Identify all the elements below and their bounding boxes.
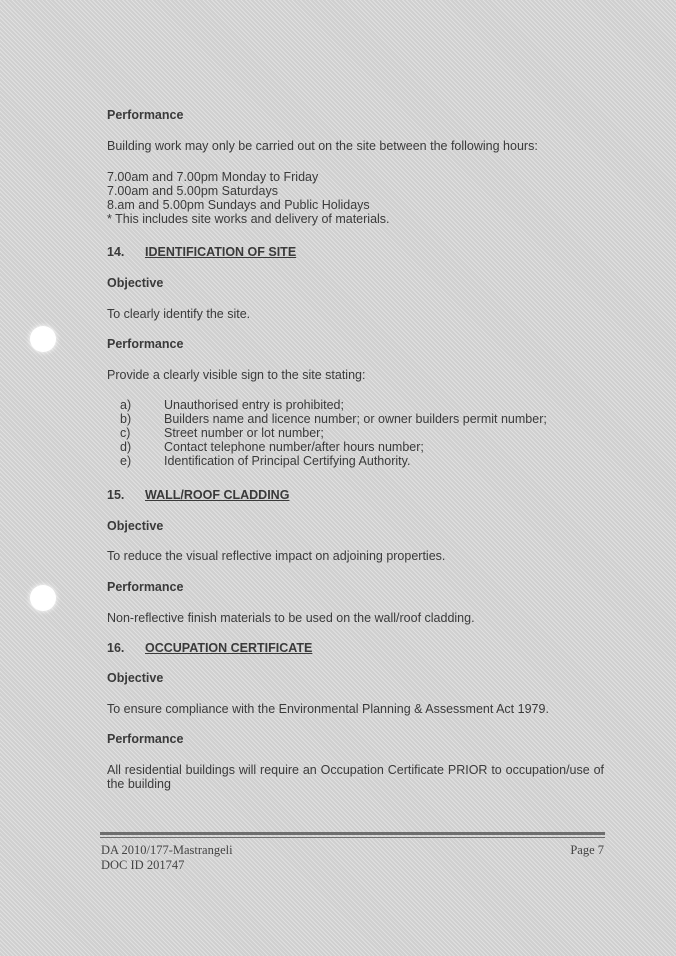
section-number: 16.	[107, 641, 125, 655]
section-title: OCCUPATION CERTIFICATE	[145, 641, 313, 655]
performance-heading: Performance	[107, 580, 184, 594]
list-item: b) Builders name and licence number; or owner builders permit number;	[120, 412, 547, 426]
section-number: 15.	[107, 488, 125, 502]
performance-text: Provide a clearly visible sign to the site stating:	[107, 368, 366, 382]
punch-hole	[30, 326, 56, 352]
section-title: WALL/ROOF CLADDING	[145, 488, 290, 502]
list-item: a) Unauthorised entry is prohibited;	[120, 398, 344, 412]
page-number: Page 7	[570, 843, 604, 857]
intro-performance-heading: Performance	[107, 108, 184, 122]
section-15-heading	[107, 488, 289, 502]
performance-heading: Performance	[107, 732, 184, 746]
performance-heading: Performance	[107, 337, 184, 351]
performance-text: All residential buildings will require an Occupation Certificate PRIOR to occupation/use of the building	[107, 763, 604, 791]
footer-rule	[100, 832, 605, 835]
hours-line: * This includes site works and delivery of materials.	[107, 212, 390, 226]
footer-rule-thin	[100, 837, 605, 838]
objective-heading: Objective	[107, 671, 164, 685]
section-16-heading	[107, 641, 312, 655]
hours-line: 7.00am and 7.00pm Monday to Friday	[107, 170, 319, 184]
list-item: e) Identification of Principal Certifying Authority.	[120, 454, 411, 468]
objective-text: To reduce the visual reflective impact on adjoining properties.	[107, 549, 446, 563]
punch-hole	[30, 585, 56, 611]
objective-heading: Objective	[107, 276, 164, 290]
hours-list	[107, 170, 390, 226]
footer-reference: DA 2010/177-Mastrangeli	[101, 843, 233, 857]
objective-heading: Objective	[107, 519, 164, 533]
section-title: IDENTIFICATION OF SITE	[145, 245, 297, 259]
objective-text: To clearly identify the site.	[107, 307, 251, 321]
performance-text: Non-reflective finish materials to be used on the wall/roof cladding.	[107, 611, 475, 625]
list-item: c) Street number or lot number;	[120, 426, 324, 440]
list-item: d) Contact telephone number/after hours number;	[120, 440, 424, 454]
section-14-heading	[107, 245, 296, 259]
footer-doc-id: DOC ID 201747	[101, 858, 185, 872]
intro-lead-text: Building work may only be carried out on the site between the following hours:	[107, 139, 538, 153]
hours-line: 7.00am and 5.00pm Saturdays	[107, 184, 278, 198]
sign-requirements-list	[120, 398, 547, 468]
objective-text: To ensure compliance with the Environmental Planning & Assessment Act 1979.	[107, 702, 549, 716]
section-number: 14.	[107, 245, 125, 259]
hours-line: 8.am and 5.00pm Sundays and Public Holidays	[107, 198, 370, 212]
